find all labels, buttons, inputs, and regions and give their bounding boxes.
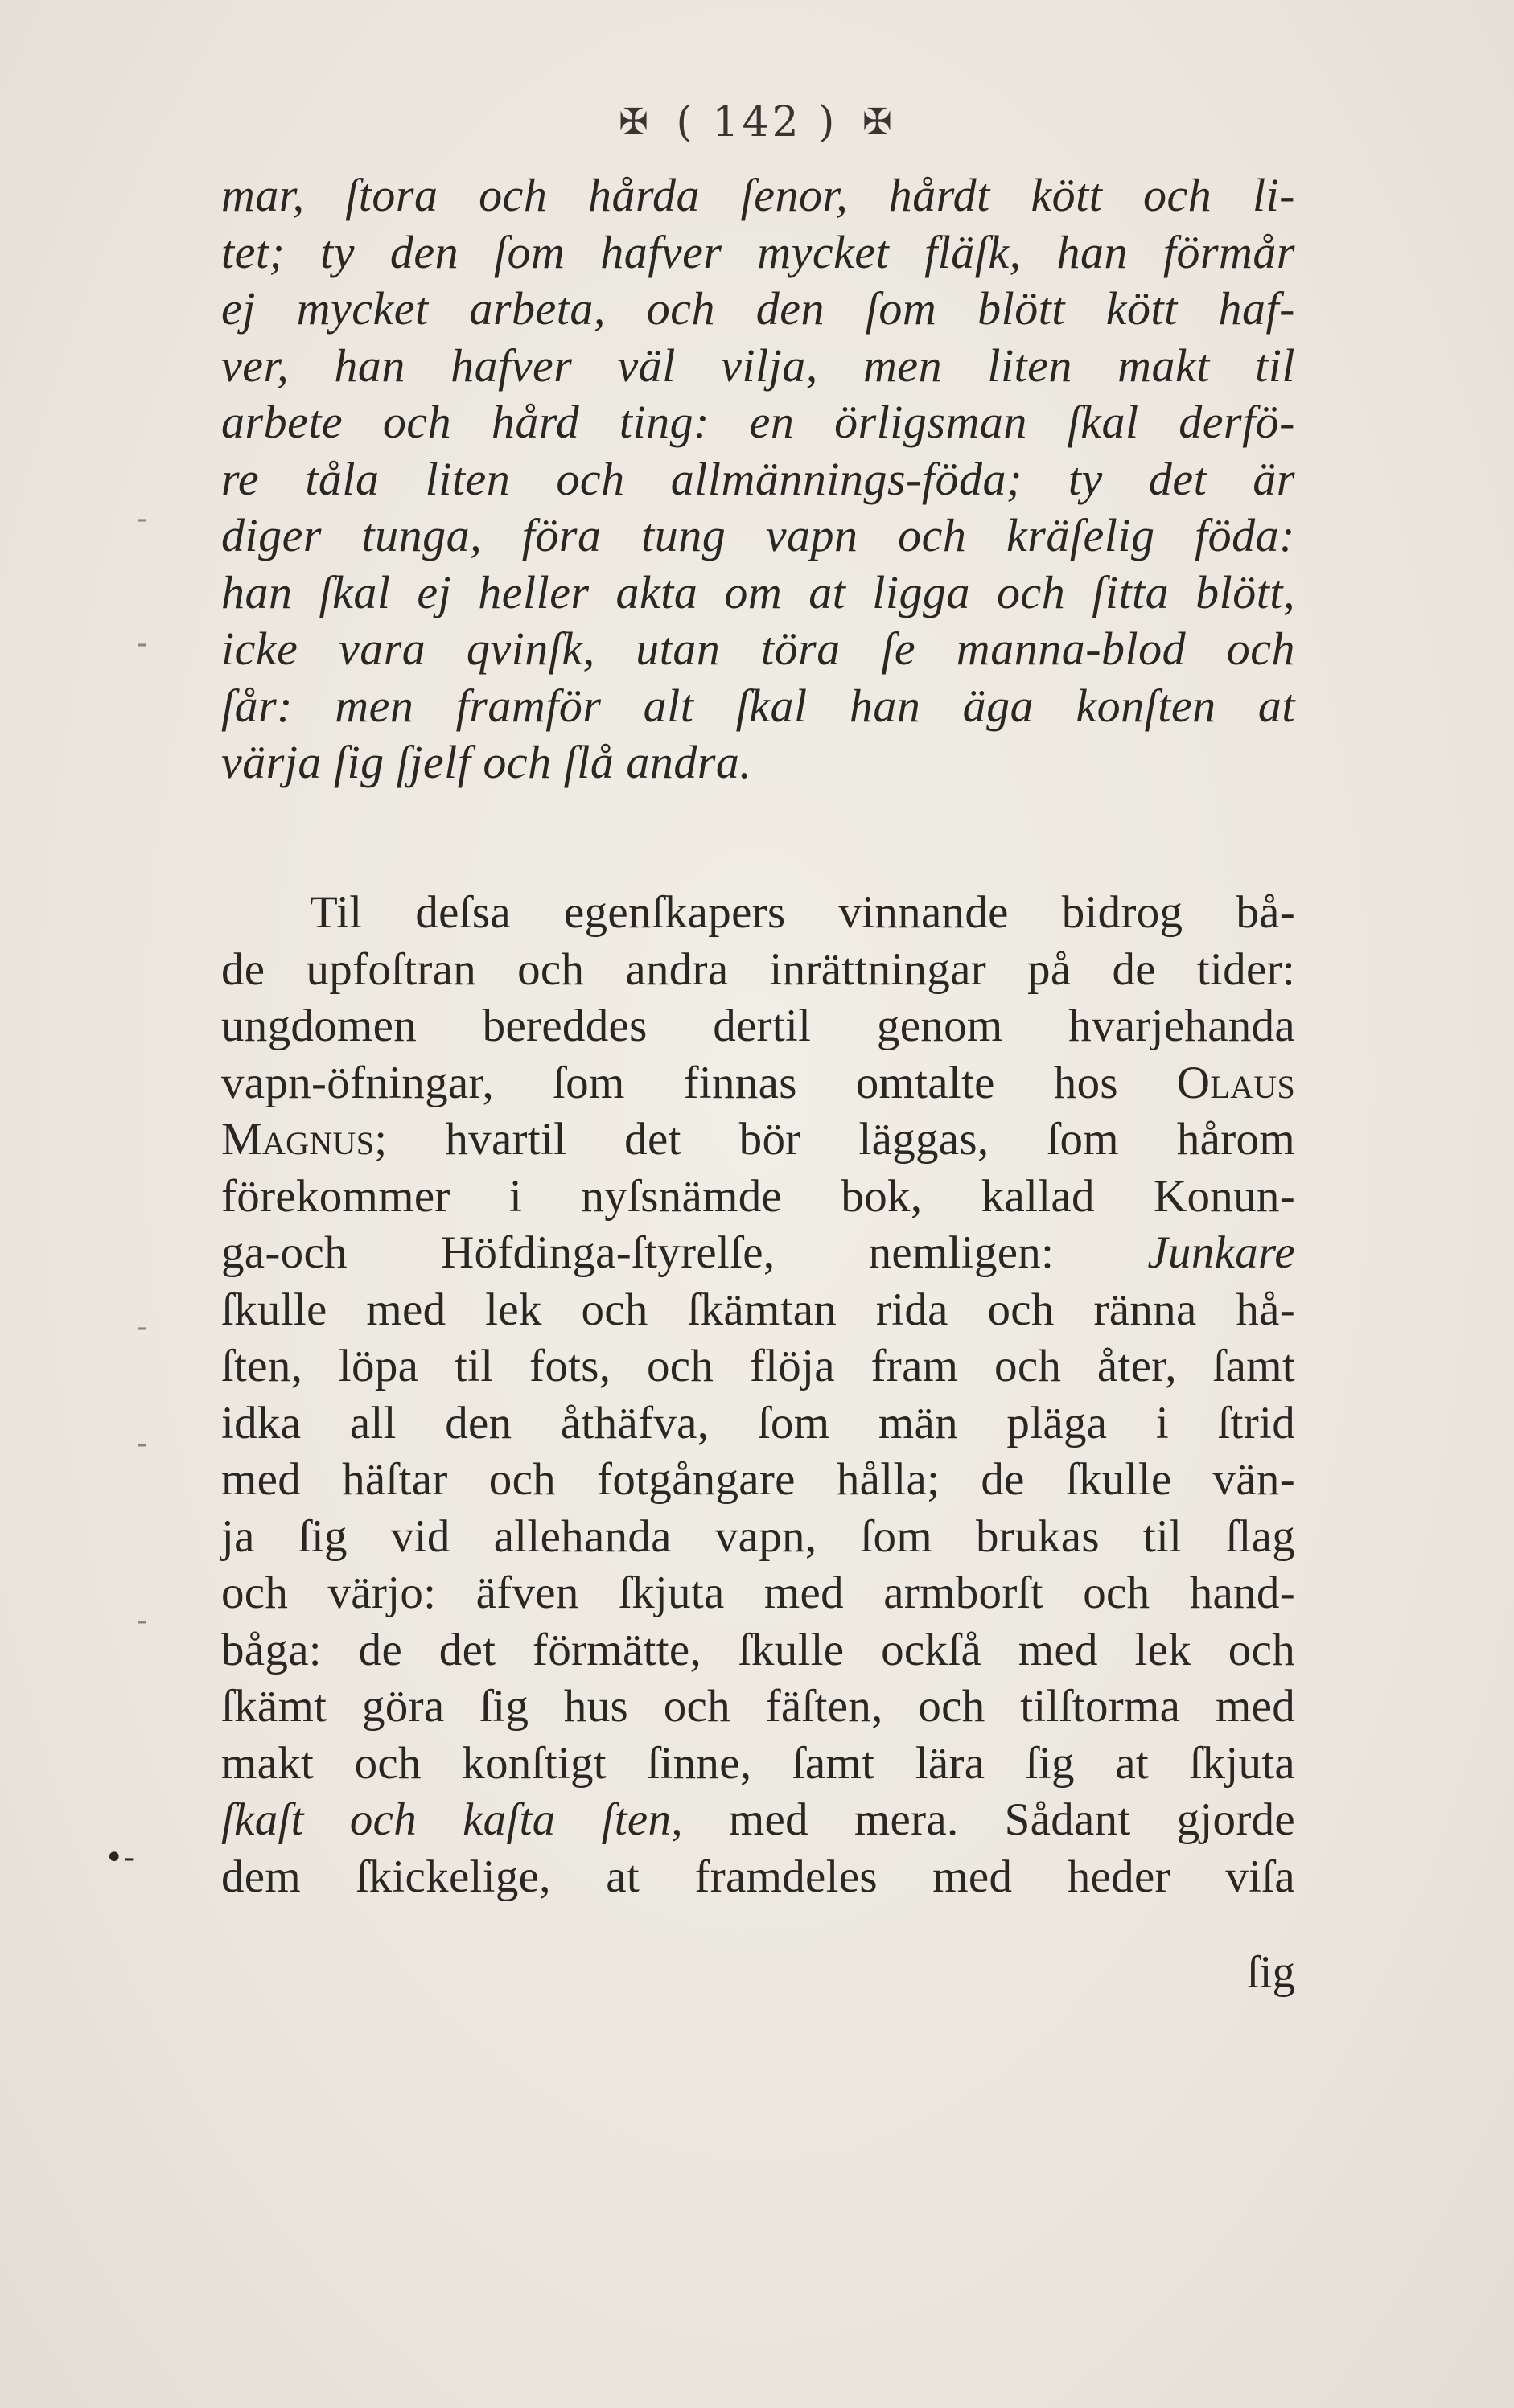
ornament-left-icon: ✠ bbox=[619, 101, 652, 142]
quoted-italic-line: båga: de det förmätte, ſkulle ockſå med lek och bbox=[221, 1624, 1295, 1675]
roman-line bbox=[221, 1792, 1295, 1849]
italic-line: ej mycket arbeta, och den ſom blött kött haf- bbox=[221, 282, 1295, 335]
roman-line bbox=[221, 1055, 1295, 1112]
roman-line: Til deſsa egenſkapers vinnande bidrog bå- bbox=[310, 887, 1295, 938]
quoted-italic-line: ſkämt göra ſig hus och fäſten, och tilſtorma med bbox=[221, 1681, 1295, 1732]
page-header bbox=[0, 95, 1514, 146]
italic-line: tet; ty den ſom hafver mycket fläſk, han förmår bbox=[221, 225, 1295, 278]
margin-dash-icon: - bbox=[137, 500, 148, 537]
margin-dash-icon: - bbox=[137, 1602, 148, 1639]
quoted-italic-line: idka all den åthäfva, ſom män pläga i ſtrid bbox=[221, 1397, 1295, 1448]
quoted-italic-line: ja ſig vid allehanda vapn, ſom brukas til ſlag bbox=[221, 1510, 1295, 1562]
quoted-italic-line: ſten, löpa til fots, och flöja fram och åter, ſamt bbox=[221, 1341, 1295, 1391]
roman-line-text: ; hvartil det bör läggas, ſom hårom bbox=[374, 1114, 1295, 1165]
italic-line: re tåla liten och allmännings-föda; ty det är bbox=[221, 452, 1295, 505]
roman-line: de upfoſtran och andra inrättningar på de tider: bbox=[221, 943, 1295, 995]
roman-line-text: vapn-öfningar, ſom finnas omtalte hos bbox=[221, 1057, 1177, 1108]
italic-line: icke vara qvinſk, utan töra ſe manna-blod och bbox=[221, 623, 1295, 675]
margin-dash-icon: - bbox=[137, 625, 148, 662]
author-name-magnus: Magnus bbox=[221, 1114, 375, 1165]
roman-line-text: med mera. Sådant gjorde bbox=[682, 1794, 1295, 1845]
roman-line: ungdomen bereddes dertil genom hvarjehanda bbox=[221, 1001, 1295, 1051]
italic-line: ſår: men framför alt ſkal han äga konſten at bbox=[221, 679, 1295, 732]
italic-line: diger tunga, föra tung vapn och kräſelig föda: bbox=[221, 509, 1295, 561]
catchword: ſig bbox=[1246, 1947, 1295, 1998]
quoted-italic-line: ſkulle med lek och ſkämtan rida och ränna hå- bbox=[221, 1284, 1295, 1335]
quoted-italic-line: med häſtar och fotgångare hålla; de ſkulle vän- bbox=[221, 1454, 1295, 1505]
ornament-right-icon: ✠ bbox=[862, 101, 895, 142]
page-number: ( 142 ) bbox=[676, 97, 838, 146]
italic-line: han ſkal ej heller akta om at ligga och ſitta blött, bbox=[221, 565, 1295, 618]
italic-line: ver, han hafver väl vilja, men liten makt til bbox=[221, 339, 1295, 392]
roman-line bbox=[221, 1225, 1295, 1282]
margin-dash-icon: - bbox=[137, 1309, 148, 1346]
margin-dash-icon: - bbox=[137, 1425, 148, 1462]
italic-line: mar, ſtora och hårda ſenor, hårdt kött och li- bbox=[221, 169, 1295, 221]
roman-line: förekommer i nyſsnämde bok, kallad Konun- bbox=[221, 1170, 1295, 1222]
roman-line bbox=[221, 1112, 1295, 1169]
italic-line: arbete och hård ting: en örligsman ſkal derfö- bbox=[221, 396, 1295, 448]
margin-dot-icon: •- bbox=[105, 1839, 135, 1876]
quoted-italic-line: och värjo: äfven ſkjuta med armborſt och hand- bbox=[221, 1568, 1295, 1618]
roman-paragraph bbox=[221, 885, 1295, 1905]
italic-line: värja ſig ſjelf och ſlå andra. bbox=[221, 736, 752, 788]
italic-paragraph bbox=[221, 167, 1295, 791]
roman-line: dem ſkickelige, at framdeles med heder viſa bbox=[221, 1851, 1295, 1902]
author-name-olaus: Olaus bbox=[1176, 1057, 1295, 1108]
quoted-italic-text: ſkaſt och kaſta ſten, bbox=[221, 1794, 683, 1845]
roman-line-text: ga-och Höfdinga-ſtyrelſe, nemligen: bbox=[221, 1227, 1148, 1278]
quoted-italic-line: makt och konſtigt ſinne, ſamt lära ſig at ſkjuta bbox=[221, 1737, 1295, 1789]
quoted-italic-text: Junkare bbox=[1147, 1227, 1295, 1278]
